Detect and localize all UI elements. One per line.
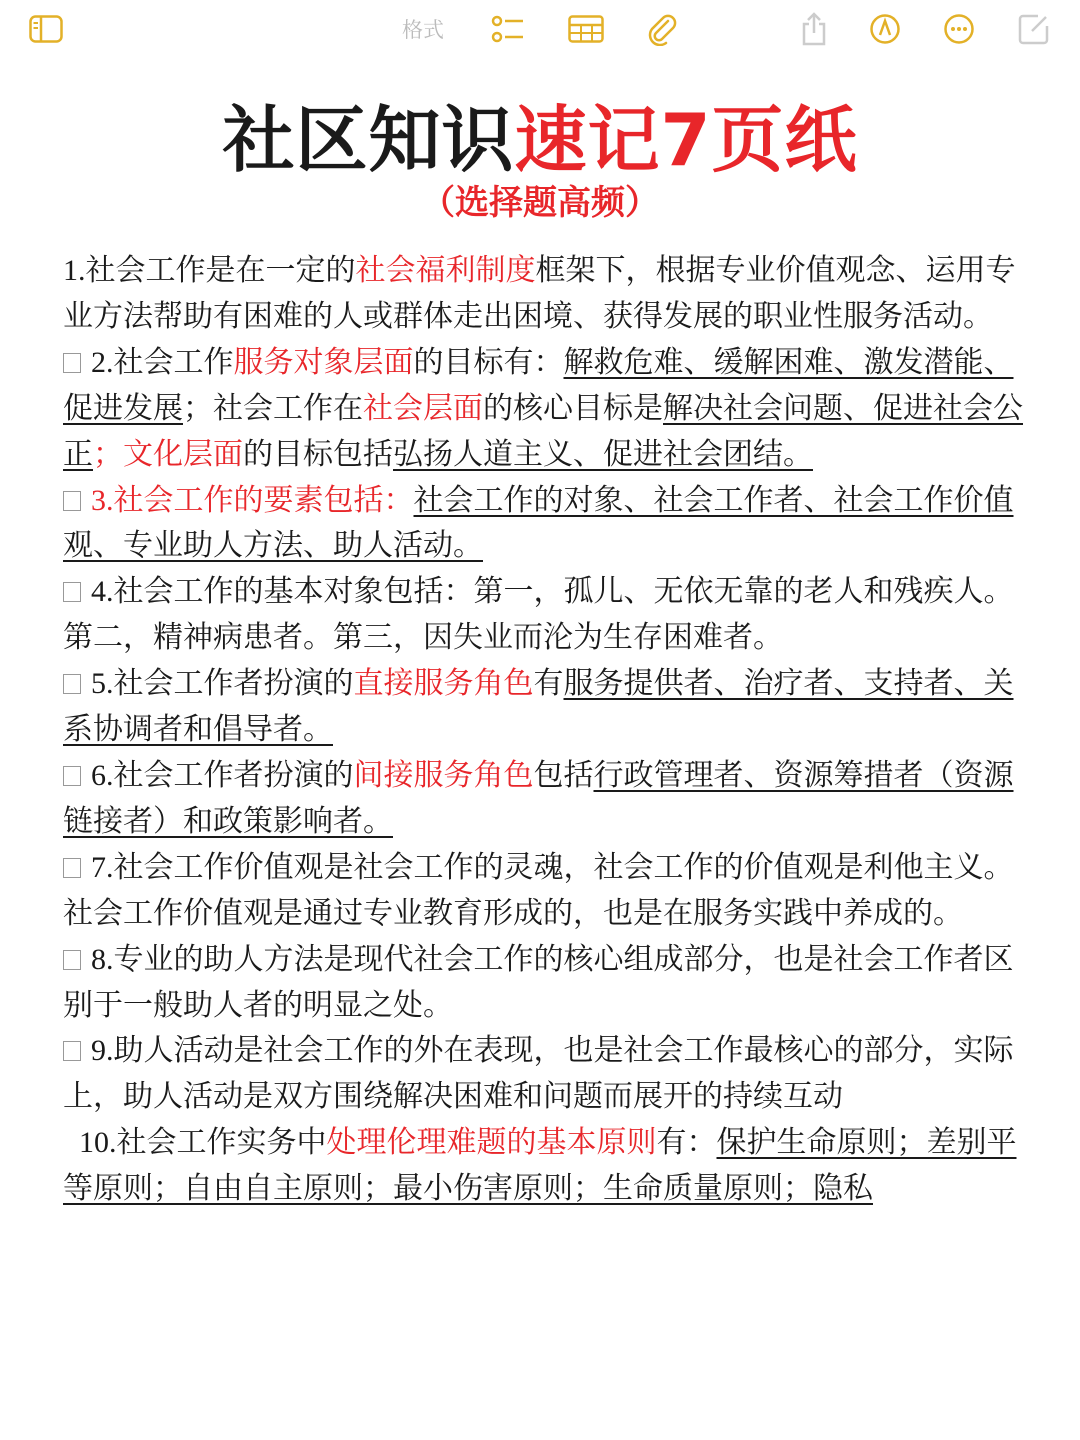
table-icon[interactable] bbox=[567, 10, 605, 48]
item-number: 4. bbox=[91, 575, 114, 609]
checkbox-icon[interactable] bbox=[63, 491, 81, 511]
body-text: 社会工作者扮演的 bbox=[113, 757, 354, 793]
checklist-icon[interactable] bbox=[489, 10, 527, 48]
note-body[interactable] bbox=[63, 248, 1023, 1212]
body-text: 框架下，根据专业价值观念、运用专业方法帮助有困难的人或群体走出困境、获得发展的职业性服务活动。 bbox=[63, 253, 1016, 334]
highlight-text: 间接服务角色 bbox=[353, 757, 534, 793]
body-text: ；社会工作在 bbox=[183, 390, 363, 426]
body-text: 包括 bbox=[533, 757, 594, 793]
highlight-text: 社会层面 bbox=[363, 390, 483, 426]
note-item bbox=[63, 1028, 1023, 1120]
highlight-text: ； bbox=[93, 436, 123, 472]
body-text: 社会工作实务中 bbox=[116, 1125, 327, 1161]
body-text: 社会工作价值观是社会工作的灵魂，社会工作的价值观是利他主义。社会工作价值观是通过专业教育形成的，也是在服务实践中养成的。 bbox=[63, 849, 1014, 931]
note-item bbox=[63, 340, 1023, 478]
checkbox-icon[interactable] bbox=[63, 766, 81, 786]
checkbox-icon[interactable] bbox=[63, 582, 81, 602]
underlined-text: 行政管理者、资源筹措者（资源链接者）和政策影响者。 bbox=[63, 757, 1014, 839]
markup-icon[interactable] bbox=[866, 10, 904, 48]
body-text: 社会工作者扮演的 bbox=[113, 666, 354, 702]
page-title bbox=[0, 92, 1080, 188]
body-text: 的目标包括 bbox=[243, 436, 393, 472]
body-text: 有 bbox=[533, 666, 564, 702]
highlight-text: 服务对象层面 bbox=[233, 344, 414, 380]
item-number: 8. bbox=[91, 942, 114, 976]
checkbox-icon[interactable] bbox=[63, 1041, 81, 1061]
body-text: 社会工作是在一定的 bbox=[85, 253, 356, 288]
item-number: 7. bbox=[91, 850, 114, 884]
item-number: 3. bbox=[91, 483, 114, 517]
title-part2: 速记7页纸 bbox=[514, 98, 858, 182]
underlined-text: 解决社会问题、促进社会公正 bbox=[63, 390, 1023, 472]
body-text: 助人活动是社会工作的外在表现，也是社会工作最核心的部分，实际上，助人活动是双方围绕解决困难和问题而展开的持续互动 bbox=[63, 1033, 1014, 1115]
underlined-text: 解救危难、缓解困难、激发潜能、促进发展 bbox=[63, 344, 1014, 426]
checkbox-icon[interactable] bbox=[63, 353, 81, 373]
note-item bbox=[63, 1120, 1023, 1212]
item-number: 6. bbox=[91, 758, 114, 792]
format-button[interactable]: 格式 bbox=[402, 18, 444, 42]
note-item bbox=[63, 569, 1023, 661]
highlight-text: 文化层面 bbox=[123, 436, 243, 472]
underlined-text: 社会工作的对象、社会工作者、社会工作价值观、专业助人方法、助人活动。 bbox=[63, 482, 1014, 564]
note-item bbox=[63, 478, 1023, 570]
page-subtitle: （选择题高频） bbox=[421, 183, 659, 223]
note-item bbox=[63, 937, 1023, 1029]
body-text: 的目标有： bbox=[413, 344, 564, 380]
body-text: 专业的助人方法是现代社会工作的核心组成部分，也是社会工作者区别于一般助人者的明显之处。 bbox=[63, 941, 1014, 1023]
item-number: 1. bbox=[63, 254, 86, 287]
underlined-text: 弘扬人道主义、促进社会团结。 bbox=[393, 436, 813, 472]
body-text: 社会工作 bbox=[113, 344, 234, 380]
highlight-text: 处理伦理难题的基本原则 bbox=[326, 1125, 657, 1161]
item-number: 9. bbox=[91, 1034, 114, 1068]
underlined-text: 服务提供者、治疗者、支持者、关系协调者和倡导者。 bbox=[63, 666, 1014, 748]
more-icon[interactable] bbox=[940, 10, 978, 48]
highlight-text: 社会福利制度 bbox=[355, 253, 536, 288]
item-number: 2. bbox=[91, 345, 114, 379]
note-item bbox=[63, 661, 1023, 753]
highlight-text: 社会工作的要素包括： bbox=[113, 482, 414, 518]
note-item bbox=[63, 753, 1023, 845]
compose-icon[interactable] bbox=[1015, 10, 1053, 48]
note-item bbox=[63, 845, 1023, 937]
highlight-text: 直接服务角色 bbox=[353, 666, 534, 702]
body-text: 有： bbox=[656, 1125, 717, 1161]
attachment-icon[interactable] bbox=[643, 10, 681, 48]
checkbox-icon[interactable] bbox=[63, 858, 81, 878]
item-number: 10. bbox=[79, 1126, 117, 1160]
share-icon[interactable] bbox=[795, 10, 833, 48]
sidebar-icon[interactable] bbox=[27, 10, 65, 48]
toolbar bbox=[0, 0, 1080, 58]
body-text: 社会工作的基本对象包括：第一，孤儿、无依无靠的老人和残疾人。第二，精神病患者。第三，因失业而沦为生存困难者。 bbox=[63, 574, 1014, 656]
item-number: 5. bbox=[91, 667, 114, 701]
title-part1: 社区知识 bbox=[222, 98, 515, 182]
note-item bbox=[63, 248, 1023, 340]
checkbox-icon[interactable] bbox=[63, 950, 81, 970]
checkbox-icon[interactable] bbox=[63, 674, 81, 694]
underlined-text: 保护生命原则；差别平等原则；自由自主原则；最小伤害原则；生命质量原则；隐私 bbox=[63, 1125, 1017, 1207]
body-text: 的核心目标是 bbox=[483, 390, 663, 426]
